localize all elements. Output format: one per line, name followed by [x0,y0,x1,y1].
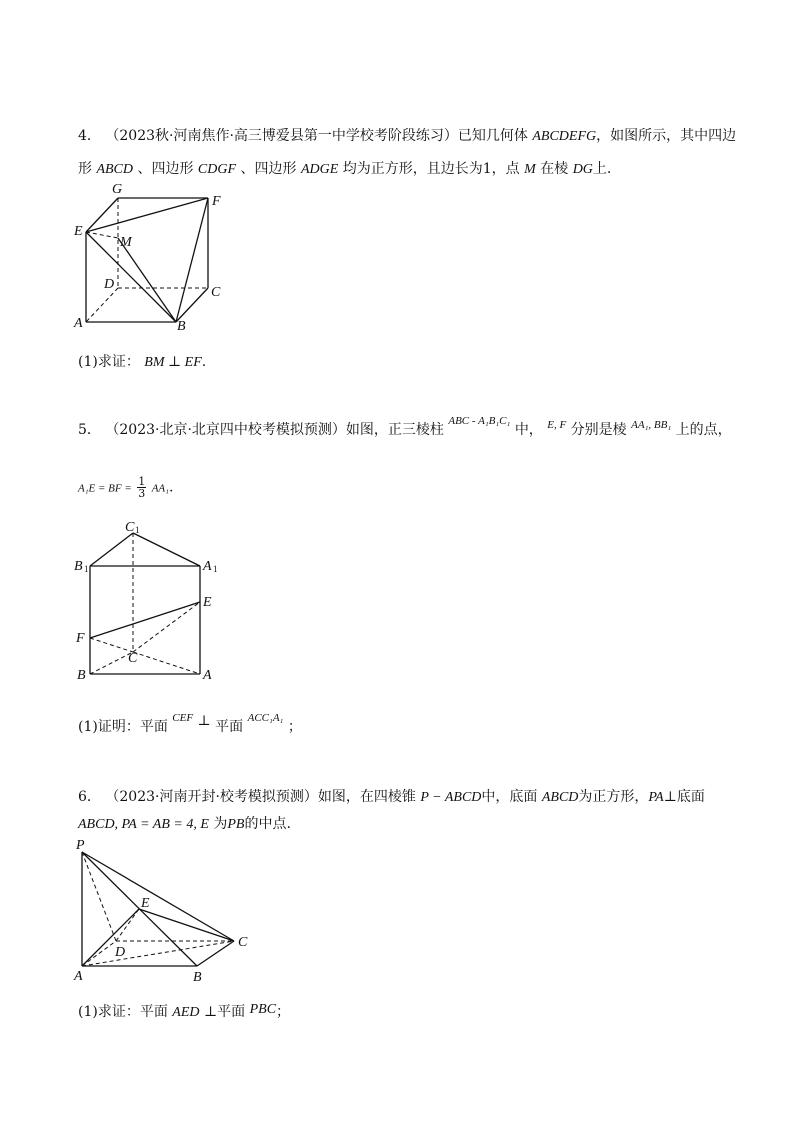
p4-label-B: B [177,319,186,334]
problem6-text4: ⊥底面 [663,789,705,805]
problem6-text1: 如图，在四棱锥 [317,789,416,805]
problem6-pb: PB [227,817,245,832]
problem6-q1-plane1: AED [172,1005,200,1020]
problem6-line1 [78,788,705,807]
problem6-q1-end: ； [276,1004,291,1020]
problem5-q1-plane1: CEF [172,712,194,724]
problem5-eq-end: . [168,479,174,496]
problem6-q1-mid: 平面 [217,1004,246,1020]
problem4-point: M [524,162,536,177]
problem6-base: ABCD [541,790,579,805]
p6-label-A: A [74,969,83,984]
problem4-line2-e: 在棱 [540,161,569,177]
p5-label-F: F [76,631,85,646]
p5-label-B1-sub: 1 [84,564,89,574]
p6-label-D: D [115,945,126,960]
problem6-line2-math: ABCD, PA = AB = 4, E [78,817,209,832]
problem6-source: （2023·河南开封·校考模拟预测） [105,789,318,805]
problem5-prism: ABC - A₁B₁C₁ [448,415,511,427]
problem6-question1 [78,1003,290,1022]
problem5-edges: AA₁, BB₁ [631,419,672,431]
problem5-q1-mid: 平面 [215,719,244,735]
problem5-q1-plane2: ACC₁A₁ [247,712,284,724]
problem5-text2: 中， [514,422,543,438]
problem5-source: （2023·北京·北京四中校考模拟预测） [105,422,346,438]
p4-label-G: G [112,182,123,197]
problem5-points: E, F [547,419,567,431]
problem6-line2-b: 的中点. [244,816,291,832]
problem4-q1-end: . [201,354,207,370]
problem5-frac-num: 1 [138,475,146,488]
problem6-pyramid: P − ABCD [420,790,482,805]
problem4-text1: 已知几何体 [457,128,528,144]
problem6-q1-prefix: (1)求证：平面 [78,1004,168,1020]
p6-label-E: E [141,896,150,911]
p6-label-B: B [193,970,202,985]
p6-label-C: C [238,935,248,950]
problem4-source: （2023秋·河南焦作·高三博爱县第一中学校考阶段练习） [105,128,458,144]
p5-label-C: C [128,651,138,666]
problem5-eq-right: AA₁ [151,482,169,495]
problem6-text2: 中，底面 [481,789,538,805]
p4-label-M: M [120,235,132,250]
p4-label-C: C [211,285,221,300]
problem4-line2-a: 形 [78,161,92,177]
problem4-question1 [78,353,206,372]
p5-label-A1: A [203,559,212,574]
problem4-q1-prefix: (1)求证： [78,354,140,370]
p5-label-B: B [77,668,86,683]
p5-label-C1-sub: 1 [135,525,140,535]
p4-label-D: D [104,277,115,292]
problem6-line2-a: 为 [213,816,228,832]
problem5-fraction [137,476,146,499]
p5-label-C1: C [125,520,135,535]
p4-label-F: F [212,194,221,209]
problem6-number: 6． [78,789,101,805]
problem4-square1: ABCD [96,162,134,177]
problem4-line2-b: 、四边形 [137,161,194,177]
problem4-text2: ，如图所示，其中四边 [596,128,737,144]
problem6-q1-perp: ⊥ [203,1004,218,1020]
problem4-line2-f: 上. [592,161,612,177]
p4-label-A: A [74,316,83,331]
problem4-square2: CDGF [197,162,237,177]
problem6-pa: PA [648,790,664,805]
problem5-q1-end: ； [287,719,302,735]
problem6-line2 [78,815,291,834]
problem5-q1-perp: ⊥ [197,713,211,729]
problem4-edge: DG [572,162,593,177]
problem4-number: 4． [78,128,101,144]
problem5-text3: 分别是棱 [570,422,627,438]
problem6-q1-plane2: PBC [249,1002,277,1017]
problem6-text3: 为正方形， [578,789,649,805]
problem5-q1-prefix: (1)证明：平面 [78,719,168,735]
problem4-q1-math: BM ⊥ EF [144,355,202,370]
problem4-line2-c: 、四边形 [240,161,297,177]
p5-label-A1-sub: 1 [213,564,218,574]
problem5-text4: 上的点， [675,422,732,438]
problem5-question1 [78,712,302,737]
problem5-equation [78,476,173,499]
problem5-number: 5． [78,422,101,438]
p5-label-B1: B [74,559,83,574]
problem5-frac-den: 3 [138,487,146,500]
p5-label-A: A [203,668,212,683]
problem5-eq-left: A₁E = BF = [78,482,132,495]
problem4-square3: ADGE [300,162,339,177]
p6-label-P: P [76,838,85,853]
p5-label-E: E [203,595,212,610]
p4-label-E: E [74,224,83,239]
problem5-line1 [78,415,732,440]
problem4-line2-d: 均为正方形，且边长为1，点 [342,161,520,177]
problem5-text1: 如图，正三棱柱 [345,422,444,438]
problem4-solid: ABCDEFG [532,129,597,144]
